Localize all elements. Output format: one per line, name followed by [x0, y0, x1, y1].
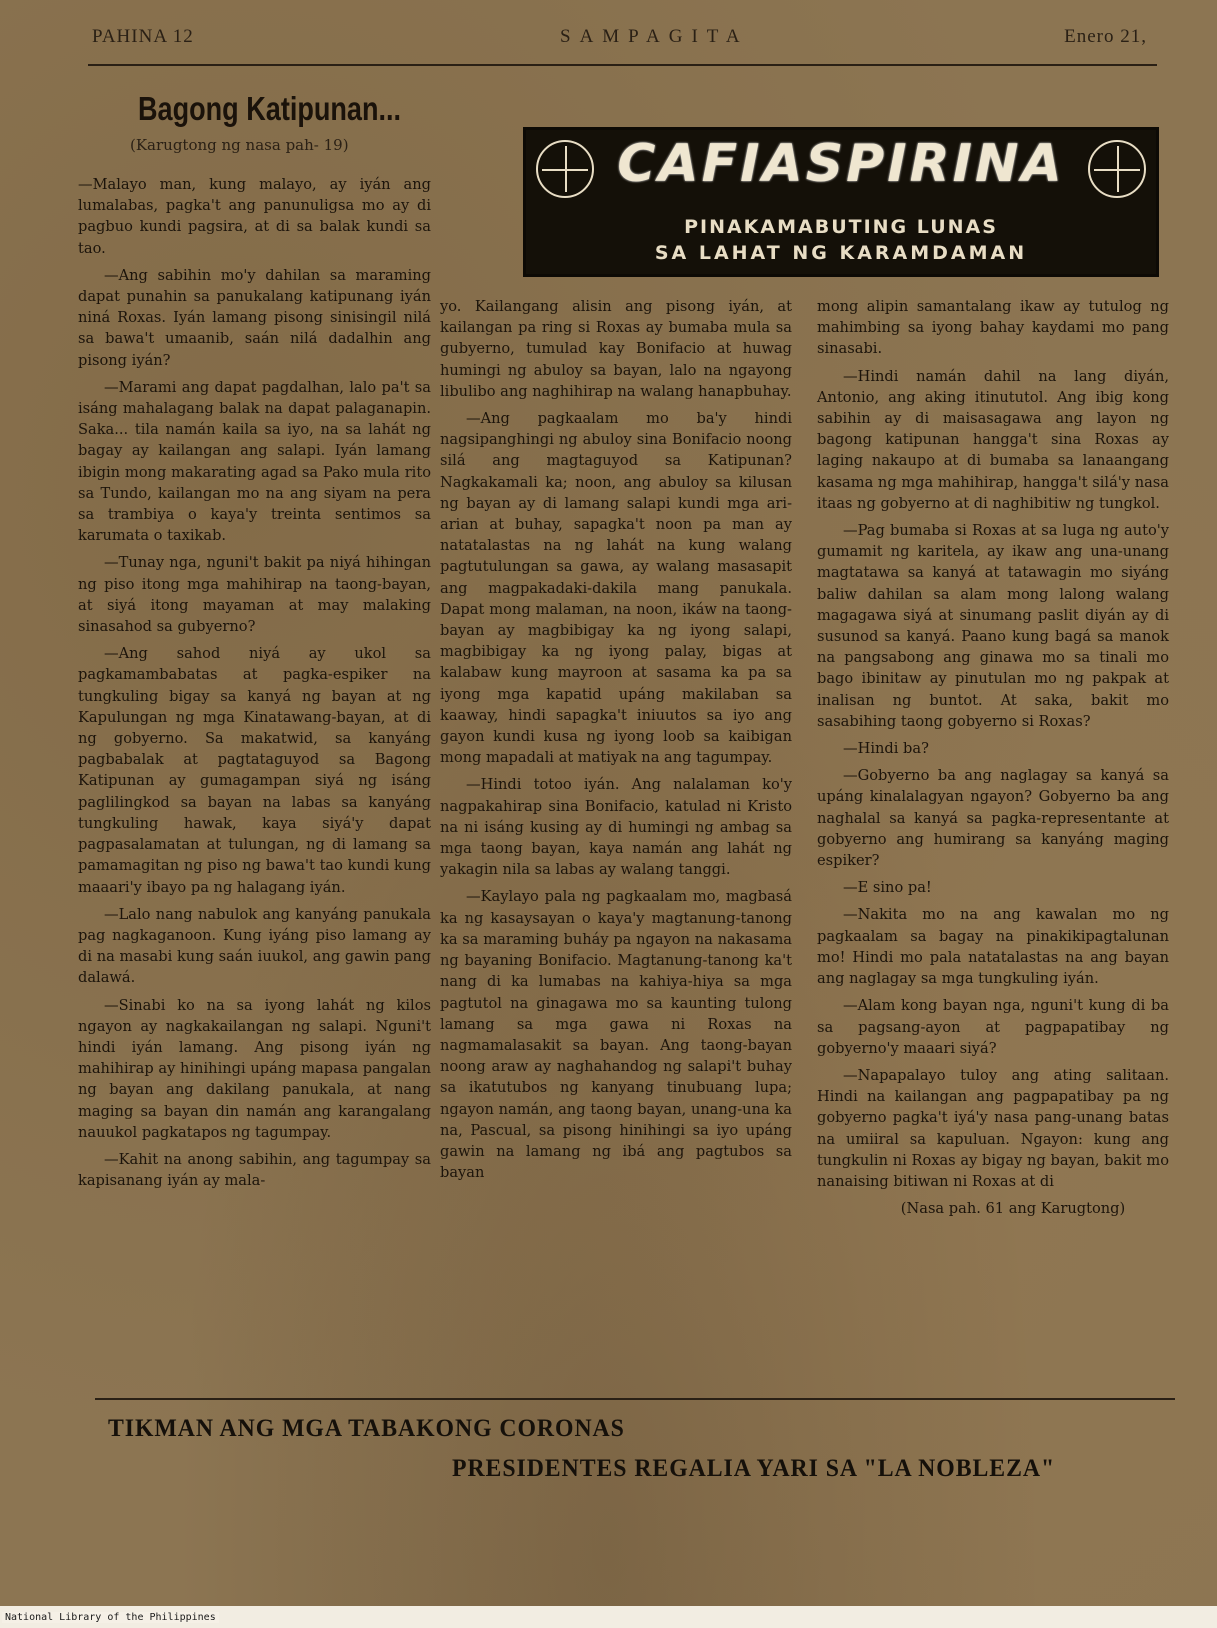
paragraph: —Sinabi ko na sa iyong lahát ng kilos ngayon ay nagkakailangan ng salapi. Nguni't hindi iyán lamang. Ang pisong iyán ng mahihirap ay hinihingi upáng mapasa pangalan ng bayan ang dakilang panukala, at nang maging sa bayan din namán ang karangalang nauukol pagkatapos ng tagumpay.	[78, 996, 431, 1141]
paragraph: —Nakita mo na ang kawalan mo ng pagkaalam sa bagay na pinakikipagtalunan mo! Hindi mo pala natatalastas na ang bayan ang naglagay sa mga tungkuling iyán.	[817, 906, 1169, 988]
paragraph: —Hindi namán dahil na lang diyán, Antonio, ang aking itinututol. Ang ibig kong sabihin ay di maisasagawa ang layon ng bagong katipunan hangga't sina Roxas ay laging nakaupo at di bumaba sa lanaangang kasama ng mga mahihirap, hangga't silá'y nasa itaas ng gobyerno at di naghibitiw ng tungkol.	[817, 367, 1169, 512]
ad-slogan-line2: SA LAHAT NG KARAMDAMAN	[654, 242, 1028, 264]
paragraph: —Kaylayo pala ng pagkaalam mo, magbasá ka ng kasaysayan o kaya'y magtanung-tanong ka sa maraming buháy pa ngayon na nakasama ng bayaning Bonifacio. Magtanung-tanong ka't nang di ka lumabas na kahiya-hiya sa mga pagtutol na ginagawa mo sa kaunting tulong lamang sa mga gawa ni Roxas na nagmamalasakit sa bayan. Ang taong-bayan noong araw ay naghahandog ng salapi't buhay sa ikatutubos ng kanyang tinubuang lupa; ngayon namán, ang taong bayan, unang-una ka na, Pascual, sa pisong hinihingi sa iyo upáng gawin na lamang ng ibá ang pagtubos sa bayan	[440, 888, 792, 1182]
paragraph: —Lalo nang nabulok ang kanyáng panukala pag nagkaganoon. Kung iyáng piso lamang ay di na masabi kung saán iuukol, ang gawin pang dalawá.	[78, 905, 431, 987]
article-column-1	[78, 174, 431, 1197]
paragraph: —Malayo man, kung malayo, ay iyán ang lumalabas, pagka't ang panunuligsa mo ay di pagbuo kundi pagsira, at di sa balak kundi sa tao.	[78, 176, 431, 257]
paragraph: mong alipin samantalang ikaw ay tutulog ng mahimbing sa iyong bahay kaydami mo pang sinasabi.	[817, 298, 1169, 358]
page-number: PAHINA 12	[92, 26, 194, 47]
paragraph: —Ang sabihin mo'y dahilan sa maraming dapat punahin sa panukalang katipunang iyán niná Roxas. Iyán lamang pisong sinisingil nilá sa bawa't umaanib, saán nilá dadalhin ang pisong iyán?	[78, 266, 431, 369]
ad-brand-name: CAFIASPIRINA	[617, 134, 1065, 194]
article-subtitle: (Karugtong ng nasa pah- 19)	[130, 136, 349, 154]
paragraph: —Hindi ba?	[843, 740, 929, 758]
issue-date: Enero 21,	[1064, 26, 1147, 47]
paragraph: —Tunay nga, nguni't bakit pa niyá hihingan ng piso itong mga mahihirap na taong-bayan, at siyá itong mayaman at may malaking sinasahod sa gubyerno?	[78, 554, 431, 636]
paragraph: —Gobyerno ba ang naglagay sa kanyá sa upáng kinalalagyan ngayon? Gobyerno ba ang naghalal sa kanyá sa pagka-representante at gobyerno ang humirang sa kanyáng maging espiker?	[817, 767, 1169, 870]
paragraph: —Napapalayo tuloy ang ating salitaan. Hindi na kailangan ang pagpapatibay pa ng gobyerno pagka't iyá'y nasa pang-unang batas na umiiral sa kapuluan. Ngayon: kung ang tungkulin ni Roxas ay bigay ng bayan, bakit mo nanaising bitiwan ni Roxas at di	[817, 1066, 1169, 1190]
paragraph: —Pag bumaba si Roxas at sa luga ng auto'y gumamit ng karitela, ay ikaw ang una-unang magtatawa sa kanyá at tatawagin mo siyáng baliw dahilan sa alam mong lalong walang magagawa siyá at sinumang paslit diyán ay di susunod sa kanyá. Paano kung bagá sa manok na pangsabong ang ginawa mo sa tinali mo bago ibinitaw ay pinutulan mo ng pakpak at inalisan ng buntot. At saka, bakit mo sasabihing taong gobyerno si Roxas?	[817, 522, 1169, 730]
bottom-rule	[95, 1398, 1175, 1400]
paragraph: —Marami ang dapat pagdalhan, lalo pa't sa isáng mahalagang balak na dapat palaganapin. Saka... tila namán kaila sa iyo, na sa lahát ng bagay ay kailangan ang salapi. Iyán lamang ibigin mong makarating agad sa Pako mula rito sa Tundo, kailangan mo na ang siyam na pera sa trambiya o kaya'y treinta sentimos sa karumata o taxikab.	[78, 378, 431, 545]
paragraph: —Kahit na anong sabihin, ang tagumpay sa kapisanang iyán ay mala-	[78, 1150, 431, 1190]
paragraph: —Alam kong bayan nga, nguni't kung di ba sa pagsang-ayon at pagpapatibay ng gobyerno'y maaari siyá?	[817, 997, 1169, 1057]
article-title: Bagong Katipunan...	[138, 90, 402, 127]
paragraph: —E sino pa!	[843, 879, 932, 897]
ad-slogan-line1: PINAKAMABUTING LUNAS	[684, 216, 998, 238]
cafiaspirina-advertisement	[523, 127, 1159, 277]
article-column-3	[817, 296, 1169, 1225]
paragraph: —Ang sahod niyá ay ukol sa pagkamambabatas at pagka-espiker na tungkuling bigay sa kanyá ng bayan at ng Kapulungan ng mga Kinatawang-bayan, at di ng gobyerno. Sa makatwid, sa kanyáng pagbabalak at pagtataguyod sa Bagong Katipunan ay gumagampan siyá ng isáng paglilingkod sa bayan na labas sa kanyáng tungkuling hawak, kaya siyá'y dapat pagpasalamatan at tulungan, ng di lamang sa pamamagitan ng piso ng bawa't tao kundi kung maaari'y ibayo pa ng halagang iyán.	[78, 645, 431, 896]
tobacco-ad-line2: PRESIDENTES REGALIA YARI SA "LA NOBLEZA"	[452, 1455, 1056, 1482]
bayer-cross-icon	[1088, 140, 1146, 198]
header-rule	[88, 64, 1157, 66]
library-credit: National Library of the Philippines	[2, 1612, 219, 1623]
publication-name: SAMPAGITA	[560, 26, 749, 47]
tobacco-ad-line1: TIKMAN ANG MGA TABAKONG CORONAS	[108, 1415, 625, 1442]
paragraph: yo. Kailangang alisin ang pisong iyán, at kailangan pa ring si Roxas ay bumaba mula sa gubyerno, tumulad kay Bonifacio at huwag humingi ng abuloy sa bayan, lalo na ngayong libulibo ang naghihirap na walang hanapbuhay.	[440, 298, 792, 400]
article-column-2	[440, 296, 792, 1189]
continuation-note: (Nasa pah. 61 ang Karugtong)	[900, 1200, 1126, 1218]
paragraph: —Hindi totoo iyán. Ang nalalaman ko'y nagpakahirap sina Bonifacio, katulad ni Kristo na ni isáng kusing ay di humingi ng ambag sa mga taong bayan, kaya namán ang lahát ng yakagin nila sa labas ay walang tanggi.	[440, 776, 792, 879]
paragraph: —Ang pagkaalam mo ba'y hindi nagsipanghingi ng abuloy sina Bonifacio noong silá ang magtaguyod sa Katipunan? Nagkakamali ka; noon, ang abuloy sa kilusan ng bayan ay di lamang salapi kundi mga ari-arian at buhay, sapagka't noon pa man ay natatalastas na ng lahát na kung walang pagtutulungan sa gawa, ay walang masasapit ang magpakadaki-dakila mang panukala. Dapat mong malaman, na noon, ikáw na taong-bayan ay magbibigay ka ng iyong salapi, magbibigay ka ng iyong palay, bigas at kalabaw kung mayroon at sasama ka pa sa iyong mga kapatid upáng makilaban sa kaaway, hindi sapagka't iniuutos sa iyo ang gayon kundi kusa ng iyong loob sa kaibigan mong mapadali at matiyak na ang tagumpay.	[440, 410, 792, 767]
